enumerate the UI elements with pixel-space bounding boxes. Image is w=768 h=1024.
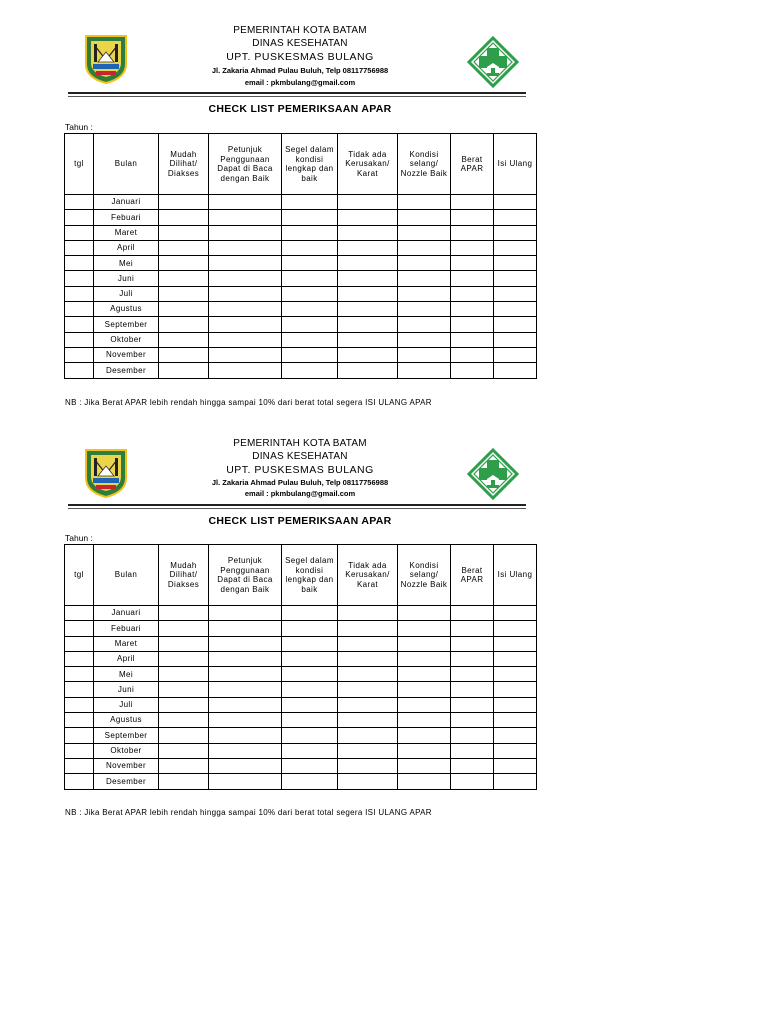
- table-row: [65, 286, 537, 301]
- date-cell[interactable]: [65, 317, 94, 332]
- date-cell[interactable]: [65, 728, 94, 743]
- check-cell[interactable]: [338, 256, 398, 271]
- check-cell[interactable]: [282, 332, 338, 347]
- check-cell[interactable]: [282, 758, 338, 773]
- table-header-row: [65, 134, 537, 195]
- check-cell[interactable]: [338, 682, 398, 697]
- col-header: tgl: [65, 134, 94, 195]
- check-cell[interactable]: [159, 210, 209, 225]
- table-row: [65, 240, 537, 255]
- check-cell[interactable]: [209, 256, 282, 271]
- check-cell[interactable]: [209, 317, 282, 332]
- check-cell[interactable]: [451, 195, 494, 210]
- check-cell[interactable]: [494, 332, 537, 347]
- check-cell[interactable]: [338, 332, 398, 347]
- check-cell[interactable]: [398, 697, 451, 712]
- check-cell[interactable]: [338, 743, 398, 758]
- date-cell[interactable]: [65, 713, 94, 728]
- check-cell[interactable]: [398, 210, 451, 225]
- puskesmas-logo-icon: [467, 448, 519, 500]
- check-cell[interactable]: [451, 210, 494, 225]
- check-cell[interactable]: [451, 240, 494, 255]
- check-cell[interactable]: [159, 667, 209, 682]
- col-header: Mudah Dilihat/ Diakses: [159, 545, 209, 606]
- note-text: NB : Jika Berat APAR lebih rendah hingga sampai 10% dari berat total segera ISI ULANG APAR: [65, 398, 432, 407]
- table-row: [65, 758, 537, 773]
- check-cell[interactable]: [451, 774, 494, 789]
- check-cell[interactable]: [494, 286, 537, 301]
- check-cell[interactable]: [494, 347, 537, 362]
- check-cell[interactable]: [494, 225, 537, 240]
- check-cell[interactable]: [282, 697, 338, 712]
- check-cell[interactable]: [494, 636, 537, 651]
- check-cell[interactable]: [451, 728, 494, 743]
- date-cell[interactable]: [65, 774, 94, 789]
- table-row: [65, 195, 537, 210]
- check-cell[interactable]: [209, 225, 282, 240]
- agency-name: DINAS KESEHATAN: [252, 451, 348, 462]
- month-cell: September: [94, 728, 159, 743]
- date-cell[interactable]: [65, 210, 94, 225]
- header-divider: [68, 92, 526, 94]
- month-cell: Januari: [94, 606, 159, 621]
- table-row: [65, 728, 537, 743]
- date-cell[interactable]: [65, 743, 94, 758]
- month-cell: Juni: [94, 682, 159, 697]
- email-line: email : pkmbulang@gmail.com: [244, 489, 356, 498]
- col-header: Tidak ada Kerusakan/ Karat: [338, 545, 398, 606]
- check-cell[interactable]: [209, 332, 282, 347]
- check-cell[interactable]: [282, 271, 338, 286]
- check-cell[interactable]: [209, 606, 282, 621]
- check-cell[interactable]: [338, 210, 398, 225]
- check-cell[interactable]: [398, 363, 451, 378]
- check-cell[interactable]: [494, 667, 537, 682]
- table-row: [65, 271, 537, 286]
- check-cell[interactable]: [398, 621, 451, 636]
- check-cell[interactable]: [159, 651, 209, 666]
- check-cell[interactable]: [282, 256, 338, 271]
- check-cell[interactable]: [159, 697, 209, 712]
- check-cell[interactable]: [209, 758, 282, 773]
- month-cell: Juli: [94, 286, 159, 301]
- col-header: Berat APAR: [451, 134, 494, 195]
- check-cell[interactable]: [282, 302, 338, 317]
- col-header: Kondisi selang/ Nozzle Baik: [398, 545, 451, 606]
- check-cell[interactable]: [159, 636, 209, 651]
- check-cell[interactable]: [338, 667, 398, 682]
- col-header: Petunjuk Penggunaan Dapat di Baca dengan Baik: [209, 545, 282, 606]
- check-cell[interactable]: [209, 271, 282, 286]
- check-cell[interactable]: [494, 302, 537, 317]
- check-cell[interactable]: [159, 302, 209, 317]
- month-cell: Mei: [94, 256, 159, 271]
- check-cell[interactable]: [398, 332, 451, 347]
- check-cell[interactable]: [398, 317, 451, 332]
- check-cell[interactable]: [494, 774, 537, 789]
- table-row: [65, 667, 537, 682]
- month-cell: Juli: [94, 697, 159, 712]
- check-cell[interactable]: [338, 713, 398, 728]
- table-row: [65, 256, 537, 271]
- table-header-row: [65, 545, 537, 606]
- date-cell[interactable]: [65, 697, 94, 712]
- check-cell[interactable]: [398, 606, 451, 621]
- col-header: Kondisi selang/ Nozzle Baik: [398, 134, 451, 195]
- check-cell[interactable]: [282, 774, 338, 789]
- check-cell[interactable]: [494, 758, 537, 773]
- check-cell[interactable]: [282, 651, 338, 666]
- check-cell[interactable]: [451, 347, 494, 362]
- agency-name: DINAS KESEHATAN: [252, 38, 348, 49]
- check-cell[interactable]: [209, 302, 282, 317]
- check-cell[interactable]: [209, 682, 282, 697]
- col-header: Isi Ulang: [494, 545, 537, 606]
- check-cell[interactable]: [209, 697, 282, 712]
- col-header: Tidak ada Kerusakan/ Karat: [338, 134, 398, 195]
- table-row: [65, 621, 537, 636]
- month-cell: Febuari: [94, 621, 159, 636]
- check-cell[interactable]: [282, 347, 338, 362]
- check-cell[interactable]: [494, 195, 537, 210]
- checklist-table: [64, 544, 537, 790]
- check-cell[interactable]: [398, 347, 451, 362]
- check-cell[interactable]: [494, 606, 537, 621]
- check-cell[interactable]: [282, 606, 338, 621]
- table-row: [65, 225, 537, 240]
- check-cell[interactable]: [338, 317, 398, 332]
- form-title: CHECK LIST PEMERIKSAAN APAR: [208, 103, 392, 115]
- check-cell[interactable]: [209, 347, 282, 362]
- check-cell[interactable]: [338, 758, 398, 773]
- check-cell[interactable]: [494, 713, 537, 728]
- checklist-table: [64, 133, 537, 379]
- month-cell: Oktober: [94, 743, 159, 758]
- check-cell[interactable]: [282, 225, 338, 240]
- check-cell[interactable]: [398, 195, 451, 210]
- check-cell[interactable]: [209, 774, 282, 789]
- check-cell[interactable]: [282, 195, 338, 210]
- check-cell[interactable]: [209, 210, 282, 225]
- check-cell[interactable]: [451, 636, 494, 651]
- table-row: [65, 332, 537, 347]
- check-cell[interactable]: [338, 728, 398, 743]
- check-cell[interactable]: [451, 713, 494, 728]
- check-cell[interactable]: [159, 286, 209, 301]
- check-cell[interactable]: [159, 606, 209, 621]
- check-cell[interactable]: [282, 317, 338, 332]
- check-cell[interactable]: [159, 713, 209, 728]
- check-cell[interactable]: [451, 317, 494, 332]
- check-cell[interactable]: [159, 743, 209, 758]
- check-cell[interactable]: [451, 302, 494, 317]
- checklist-form-2: [0, 411, 768, 817]
- date-cell[interactable]: [65, 256, 94, 271]
- check-cell[interactable]: [282, 728, 338, 743]
- check-cell[interactable]: [338, 240, 398, 255]
- check-cell[interactable]: [398, 225, 451, 240]
- header-divider-thin: [68, 96, 526, 97]
- check-cell[interactable]: [398, 682, 451, 697]
- check-cell[interactable]: [159, 332, 209, 347]
- check-cell[interactable]: [494, 317, 537, 332]
- month-cell: Maret: [94, 225, 159, 240]
- batam-city-logo-icon: [84, 34, 128, 84]
- check-cell[interactable]: [494, 621, 537, 636]
- table-row: [65, 682, 537, 697]
- check-cell[interactable]: [451, 225, 494, 240]
- check-cell[interactable]: [209, 728, 282, 743]
- month-cell: Febuari: [94, 210, 159, 225]
- check-cell[interactable]: [209, 240, 282, 255]
- check-cell[interactable]: [338, 225, 398, 240]
- check-cell[interactable]: [209, 363, 282, 378]
- check-cell[interactable]: [398, 667, 451, 682]
- month-cell: November: [94, 758, 159, 773]
- col-header: Segel dalam kondisi lengkap dan baik: [282, 545, 338, 606]
- date-cell[interactable]: [65, 302, 94, 317]
- month-cell: Oktober: [94, 332, 159, 347]
- check-cell[interactable]: [209, 713, 282, 728]
- date-cell[interactable]: [65, 195, 94, 210]
- puskesmas-logo-icon: [467, 36, 519, 88]
- table-row: [65, 743, 537, 758]
- check-cell[interactable]: [282, 621, 338, 636]
- check-cell[interactable]: [398, 758, 451, 773]
- gov-name: PEMERINTAH KOTA BATAM: [233, 438, 367, 449]
- table-row: [65, 347, 537, 362]
- check-cell[interactable]: [159, 256, 209, 271]
- check-cell[interactable]: [494, 271, 537, 286]
- check-cell[interactable]: [159, 682, 209, 697]
- month-cell: April: [94, 651, 159, 666]
- table-row: [65, 606, 537, 621]
- date-cell[interactable]: [65, 758, 94, 773]
- table-body: [65, 606, 537, 790]
- check-cell[interactable]: [209, 636, 282, 651]
- date-cell[interactable]: [65, 667, 94, 682]
- check-cell[interactable]: [398, 713, 451, 728]
- check-cell[interactable]: [451, 621, 494, 636]
- date-cell[interactable]: [65, 621, 94, 636]
- check-cell[interactable]: [398, 256, 451, 271]
- check-cell[interactable]: [338, 697, 398, 712]
- month-cell: Mei: [94, 667, 159, 682]
- check-cell[interactable]: [398, 651, 451, 666]
- check-cell[interactable]: [451, 332, 494, 347]
- table-row: [65, 774, 537, 789]
- check-cell[interactable]: [451, 697, 494, 712]
- check-cell[interactable]: [209, 621, 282, 636]
- table-row: [65, 317, 537, 332]
- check-cell[interactable]: [338, 302, 398, 317]
- check-cell[interactable]: [494, 363, 537, 378]
- check-cell[interactable]: [398, 636, 451, 651]
- table-row: [65, 302, 537, 317]
- table-body: [65, 195, 537, 379]
- check-cell[interactable]: [159, 347, 209, 362]
- year-label: Tahun :: [65, 122, 93, 132]
- col-header: Bulan: [94, 134, 159, 195]
- check-cell[interactable]: [451, 651, 494, 666]
- check-cell[interactable]: [159, 621, 209, 636]
- header-divider: [68, 504, 526, 506]
- gov-name: PEMERINTAH KOTA BATAM: [233, 25, 367, 36]
- check-cell[interactable]: [159, 317, 209, 332]
- table-row: [65, 651, 537, 666]
- check-cell[interactable]: [398, 774, 451, 789]
- col-header: Mudah Dilihat/ Diakses: [159, 134, 209, 195]
- col-header: Berat APAR: [451, 545, 494, 606]
- check-cell[interactable]: [451, 758, 494, 773]
- month-cell: September: [94, 317, 159, 332]
- check-cell[interactable]: [159, 195, 209, 210]
- check-cell[interactable]: [209, 651, 282, 666]
- check-cell[interactable]: [282, 682, 338, 697]
- date-cell[interactable]: [65, 363, 94, 378]
- address-line: Jl. Zakaria Ahmad Pulau Buluh, Telp 08117756988: [211, 478, 389, 487]
- date-cell[interactable]: [65, 225, 94, 240]
- check-cell[interactable]: [494, 728, 537, 743]
- check-cell[interactable]: [338, 286, 398, 301]
- check-cell[interactable]: [451, 682, 494, 697]
- col-header: Petunjuk Penggunaan Dapat di Baca dengan Baik: [209, 134, 282, 195]
- check-cell[interactable]: [159, 240, 209, 255]
- check-cell[interactable]: [494, 240, 537, 255]
- check-cell[interactable]: [451, 256, 494, 271]
- check-cell[interactable]: [159, 758, 209, 773]
- check-cell[interactable]: [451, 667, 494, 682]
- check-cell[interactable]: [282, 636, 338, 651]
- check-cell[interactable]: [451, 363, 494, 378]
- date-cell[interactable]: [65, 286, 94, 301]
- month-cell: Agustus: [94, 713, 159, 728]
- date-cell[interactable]: [65, 606, 94, 621]
- check-cell[interactable]: [282, 743, 338, 758]
- check-cell[interactable]: [338, 347, 398, 362]
- check-cell[interactable]: [494, 743, 537, 758]
- check-cell[interactable]: [494, 697, 537, 712]
- check-cell[interactable]: [451, 271, 494, 286]
- check-cell[interactable]: [282, 363, 338, 378]
- check-cell[interactable]: [398, 286, 451, 301]
- month-cell: Januari: [94, 195, 159, 210]
- check-cell[interactable]: [398, 240, 451, 255]
- check-cell[interactable]: [159, 728, 209, 743]
- batam-city-logo-icon: [84, 448, 128, 498]
- month-cell: April: [94, 240, 159, 255]
- check-cell[interactable]: [209, 286, 282, 301]
- check-cell[interactable]: [282, 210, 338, 225]
- check-cell[interactable]: [494, 256, 537, 271]
- table-row: [65, 636, 537, 651]
- month-cell: Maret: [94, 636, 159, 651]
- check-cell[interactable]: [282, 240, 338, 255]
- check-cell[interactable]: [159, 225, 209, 240]
- col-header: Bulan: [94, 545, 159, 606]
- check-cell[interactable]: [282, 286, 338, 301]
- check-cell[interactable]: [338, 271, 398, 286]
- table-row: [65, 363, 537, 378]
- date-cell[interactable]: [65, 636, 94, 651]
- year-label: Tahun :: [65, 533, 93, 543]
- check-cell[interactable]: [338, 636, 398, 651]
- check-cell[interactable]: [398, 743, 451, 758]
- month-cell: Agustus: [94, 302, 159, 317]
- note-text: NB : Jika Berat APAR lebih rendah hingga sampai 10% dari berat total segera ISI ULANG APAR: [65, 808, 432, 817]
- unit-name: UPT. PUSKESMAS BULANG: [226, 464, 374, 476]
- month-cell: Desember: [94, 774, 159, 789]
- date-cell[interactable]: [65, 240, 94, 255]
- check-cell[interactable]: [209, 667, 282, 682]
- check-cell[interactable]: [494, 210, 537, 225]
- check-cell[interactable]: [494, 682, 537, 697]
- email-line: email : pkmbulang@gmail.com: [244, 78, 356, 87]
- check-cell[interactable]: [398, 302, 451, 317]
- check-cell[interactable]: [338, 606, 398, 621]
- col-header: Isi Ulang: [494, 134, 537, 195]
- form-title: CHECK LIST PEMERIKSAAN APAR: [208, 515, 392, 527]
- date-cell[interactable]: [65, 651, 94, 666]
- month-cell: Juni: [94, 271, 159, 286]
- check-cell[interactable]: [338, 651, 398, 666]
- table-row: [65, 210, 537, 225]
- check-cell[interactable]: [451, 743, 494, 758]
- check-cell[interactable]: [159, 271, 209, 286]
- date-cell[interactable]: [65, 332, 94, 347]
- check-cell[interactable]: [282, 667, 338, 682]
- check-cell[interactable]: [398, 728, 451, 743]
- check-cell[interactable]: [159, 363, 209, 378]
- check-cell[interactable]: [209, 743, 282, 758]
- month-cell: Desember: [94, 363, 159, 378]
- date-cell[interactable]: [65, 347, 94, 362]
- address-line: Jl. Zakaria Ahmad Pulau Buluh, Telp 08117756988: [211, 66, 389, 75]
- check-cell[interactable]: [338, 774, 398, 789]
- check-cell[interactable]: [159, 774, 209, 789]
- check-cell[interactable]: [451, 286, 494, 301]
- date-cell[interactable]: [65, 271, 94, 286]
- unit-name: UPT. PUSKESMAS BULANG: [226, 51, 374, 63]
- check-cell[interactable]: [338, 621, 398, 636]
- table-row: [65, 697, 537, 712]
- check-cell[interactable]: [282, 713, 338, 728]
- col-header: Segel dalam kondisi lengkap dan baik: [282, 134, 338, 195]
- col-header: tgl: [65, 545, 94, 606]
- checklist-form-1: [0, 0, 768, 407]
- table-row: [65, 713, 537, 728]
- month-cell: November: [94, 347, 159, 362]
- check-cell[interactable]: [209, 195, 282, 210]
- check-cell[interactable]: [494, 651, 537, 666]
- check-cell[interactable]: [398, 271, 451, 286]
- date-cell[interactable]: [65, 682, 94, 697]
- check-cell[interactable]: [338, 363, 398, 378]
- check-cell[interactable]: [451, 606, 494, 621]
- header-divider-thin: [68, 508, 526, 509]
- check-cell[interactable]: [338, 195, 398, 210]
